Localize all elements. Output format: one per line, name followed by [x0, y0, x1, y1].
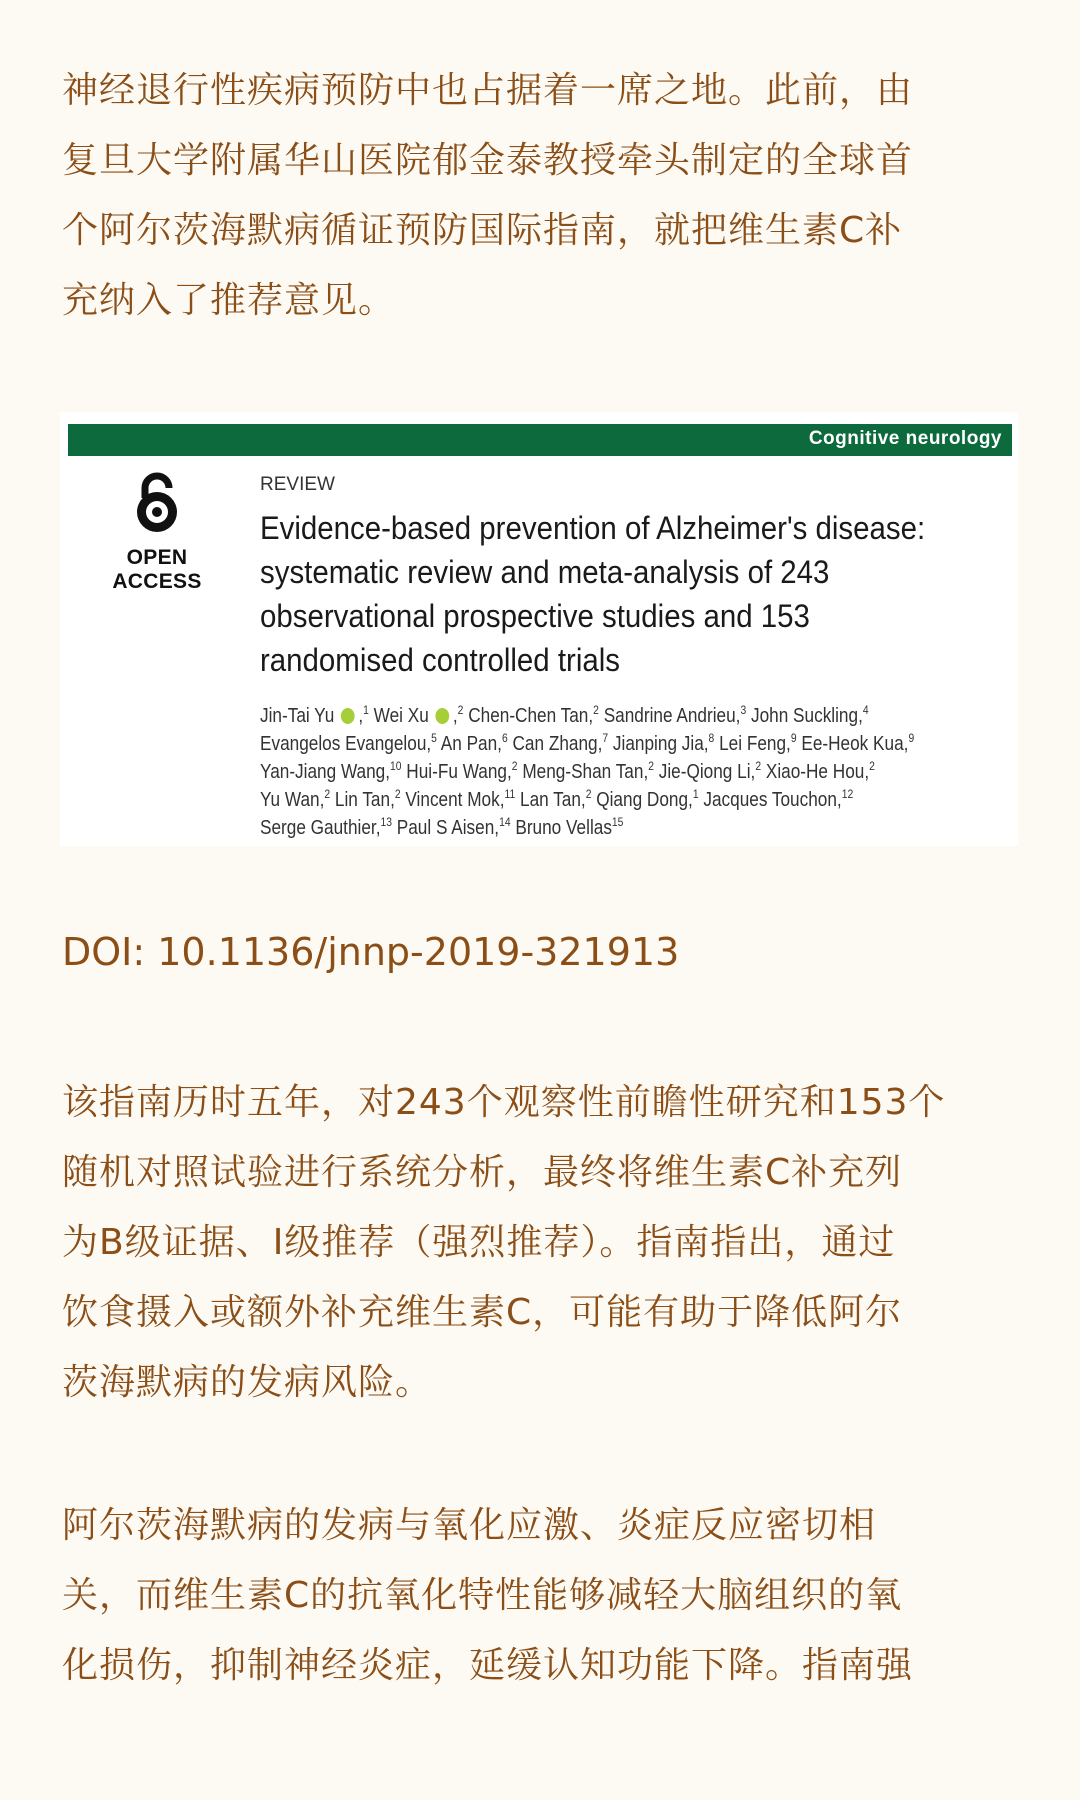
author: Jie-Qiong Li,$^2$ — [658, 759, 762, 783]
orcid-icon[interactable] — [436, 708, 450, 724]
author-name: Yu Wan — [260, 789, 320, 811]
author: Serge Gauthier,$^{13}$ — [260, 815, 392, 839]
doi-text: DOI: 10.1136/jnnp-2019-321913 — [62, 930, 680, 974]
affiliation-number: 11 — [504, 787, 516, 801]
author-name: Ee-Heok Kua — [801, 733, 904, 755]
journal-section-label: Cognitive neurology — [808, 428, 1002, 449]
text-line: 复旦大学附属华山医院郁金泰教授牵头制定的全球首 — [62, 140, 914, 181]
affiliation-number: 2 — [648, 759, 654, 773]
author-name: An Pan — [440, 733, 498, 755]
affiliation-number: 7 — [602, 731, 609, 745]
text-line: 个阿尔茨海默病循证预防国际指南，就把维生素C补 — [62, 210, 903, 251]
author-name: Chen-Chen Tan — [468, 705, 589, 727]
author: Lei Feng,$^9$ — [719, 731, 797, 755]
text-line: 化损伤，抑制神经炎症，延缓认知功能下降。指南强 — [62, 1645, 914, 1686]
affiliation-number: 2 — [324, 787, 331, 801]
text-line: 为B级证据、I级推荐（强烈推荐）。指南指出，通过 — [62, 1222, 896, 1263]
author-name: Meng-Shan Tan — [522, 761, 644, 783]
author: Ee-Heok Kua,$^9$ — [801, 731, 915, 755]
author: Jin-Tai Yu ,$^1$ — [260, 703, 369, 727]
author-name: Jie-Qiong Li — [658, 761, 751, 783]
text-line: 关，而维生素C的抗氧化特性能够减轻大脑组织的氧 — [62, 1575, 903, 1616]
affiliation-number: 2 — [593, 703, 599, 717]
author: Vincent Mok,$^{11}$ — [405, 787, 516, 811]
author-name: Lan Tan — [520, 789, 581, 811]
affiliation-number: 2 — [585, 787, 592, 801]
text-line: 茨海默病的发病风险。 — [62, 1362, 433, 1403]
paper-title-line: Evidence-based prevention of Alzheimer's disease: — [260, 510, 926, 546]
author: Qiang Dong,$^1$ — [596, 787, 699, 811]
paper-title-line: observational prospective studies and 153 — [260, 598, 810, 634]
affiliation-number: 2 — [511, 759, 518, 773]
affiliation-number: 1 — [363, 703, 369, 717]
author: Chen-Chen Tan,$^2$ — [468, 703, 599, 727]
paragraph-2 — [62, 1068, 1022, 1418]
open-access-badge — [82, 472, 232, 594]
affiliation-number: 1 — [692, 787, 699, 801]
affiliation-number: 2 — [457, 703, 464, 717]
author: Jacques Touchon,$^{12}$ — [703, 787, 854, 811]
journal-section-band — [68, 424, 1012, 456]
author-line — [260, 730, 1000, 758]
author-name: Lin Tan — [334, 789, 391, 811]
author-name: Jin-Tai Yu — [260, 705, 335, 727]
text-line: 该指南历时五年，对243个观察性前瞻性研究和153个 — [62, 1082, 946, 1123]
text-line: 饮食摄入或额外补充维生素C，可能有助于降低阿尔 — [62, 1292, 903, 1333]
paper-title-line: randomised controlled trials — [260, 642, 620, 678]
author: Jianping Jia,$^8$ — [612, 731, 715, 755]
author: Evangelos Evangelou,$^5$ — [260, 731, 437, 755]
author-name: Can Zhang — [512, 733, 598, 755]
text-line: 随机对照试验进行系统分析，最终将维生素C补充列 — [62, 1152, 903, 1193]
author: An Pan,$^6$ — [440, 731, 508, 755]
author-name: Yan-Jiang Wang — [260, 761, 386, 783]
author: Lin Tan,$^2$ — [334, 787, 401, 811]
author: Meng-Shan Tan,$^2$ — [522, 759, 654, 783]
affiliation-number: 12 — [841, 787, 854, 801]
affiliation-number: 14 — [499, 815, 511, 829]
author: Wei Xu ,$^2$ — [373, 703, 464, 727]
open-access-label: OPEN ACCESS — [112, 546, 202, 593]
text-line: 阿尔茨海默病的发病与氧化应激、炎症反应密切相 — [62, 1505, 877, 1546]
author: Yan-Jiang Wang,$^{10}$ — [260, 759, 402, 783]
affiliation-number: 2 — [869, 759, 875, 773]
author-name: Xiao-He Hou — [765, 761, 865, 783]
author-name: Serge Gauthier — [260, 817, 376, 839]
paragraph-1 — [62, 56, 1022, 336]
author: Paul S Aisen,$^{14}$ — [396, 815, 511, 839]
text-line: 神经退行性疾病预防中也占据着一席之地。此前，由 — [62, 70, 914, 111]
author-name: Qiang Dong — [596, 789, 689, 811]
affiliation-number: 13 — [380, 815, 392, 829]
author-name: Jianping Jia — [612, 733, 704, 755]
author-name: Jacques Touchon — [703, 789, 837, 811]
affiliation-number: 6 — [501, 731, 508, 745]
affiliation-number: 8 — [708, 731, 715, 745]
affiliation-number: 15 — [611, 815, 624, 829]
author: John Suckling,$^4$ — [750, 703, 869, 727]
author-name: Hui-Fu Wang — [406, 761, 507, 783]
author-list — [260, 702, 1000, 842]
author-name: Bruno Vellas — [515, 817, 612, 839]
author: Lan Tan,$^2$ — [520, 787, 592, 811]
author-line — [260, 702, 1000, 730]
author-line — [260, 814, 1000, 842]
author-line — [260, 786, 1000, 814]
orcid-icon[interactable] — [341, 708, 355, 724]
author: Can Zhang,$^7$ — [512, 731, 609, 755]
affiliation-number: 10 — [390, 759, 402, 773]
affiliation-number: 4 — [862, 703, 869, 717]
author-name: Paul S Aisen — [396, 817, 495, 839]
affiliation-number: 9 — [908, 731, 915, 745]
author-name: Wei Xu — [373, 705, 429, 727]
author-name: Evangelos Evangelou — [260, 733, 427, 755]
author — [515, 817, 623, 839]
paper-title — [260, 506, 996, 682]
author-name: John Suckling — [750, 705, 859, 727]
author: Xiao-He Hou,$^2$ — [765, 759, 875, 783]
author: Yu Wan,$^2$ — [260, 787, 331, 811]
author: Hui-Fu Wang,$^2$ — [406, 759, 518, 783]
open-access-lock-icon — [125, 472, 189, 536]
article-type: REVIEW — [260, 474, 335, 495]
author: Sandrine Andrieu,$^3$ — [603, 703, 747, 727]
affiliation-number: 2 — [394, 787, 401, 801]
affiliation-number: 3 — [740, 703, 747, 717]
author-line — [260, 758, 1000, 786]
paper-header-image — [60, 412, 1018, 846]
affiliation-number: 9 — [790, 731, 797, 745]
author-name: Lei Feng — [719, 733, 787, 755]
paragraph-3 — [62, 1491, 1022, 1701]
affiliation-number: 5 — [431, 731, 437, 745]
paper-title-line: systematic review and meta-analysis of 243 — [260, 554, 830, 590]
affiliation-number: 2 — [755, 759, 762, 773]
text-line: 充纳入了推荐意见。 — [62, 280, 396, 321]
author-name: Sandrine Andrieu — [603, 705, 736, 727]
author-name: Vincent Mok — [405, 789, 500, 811]
